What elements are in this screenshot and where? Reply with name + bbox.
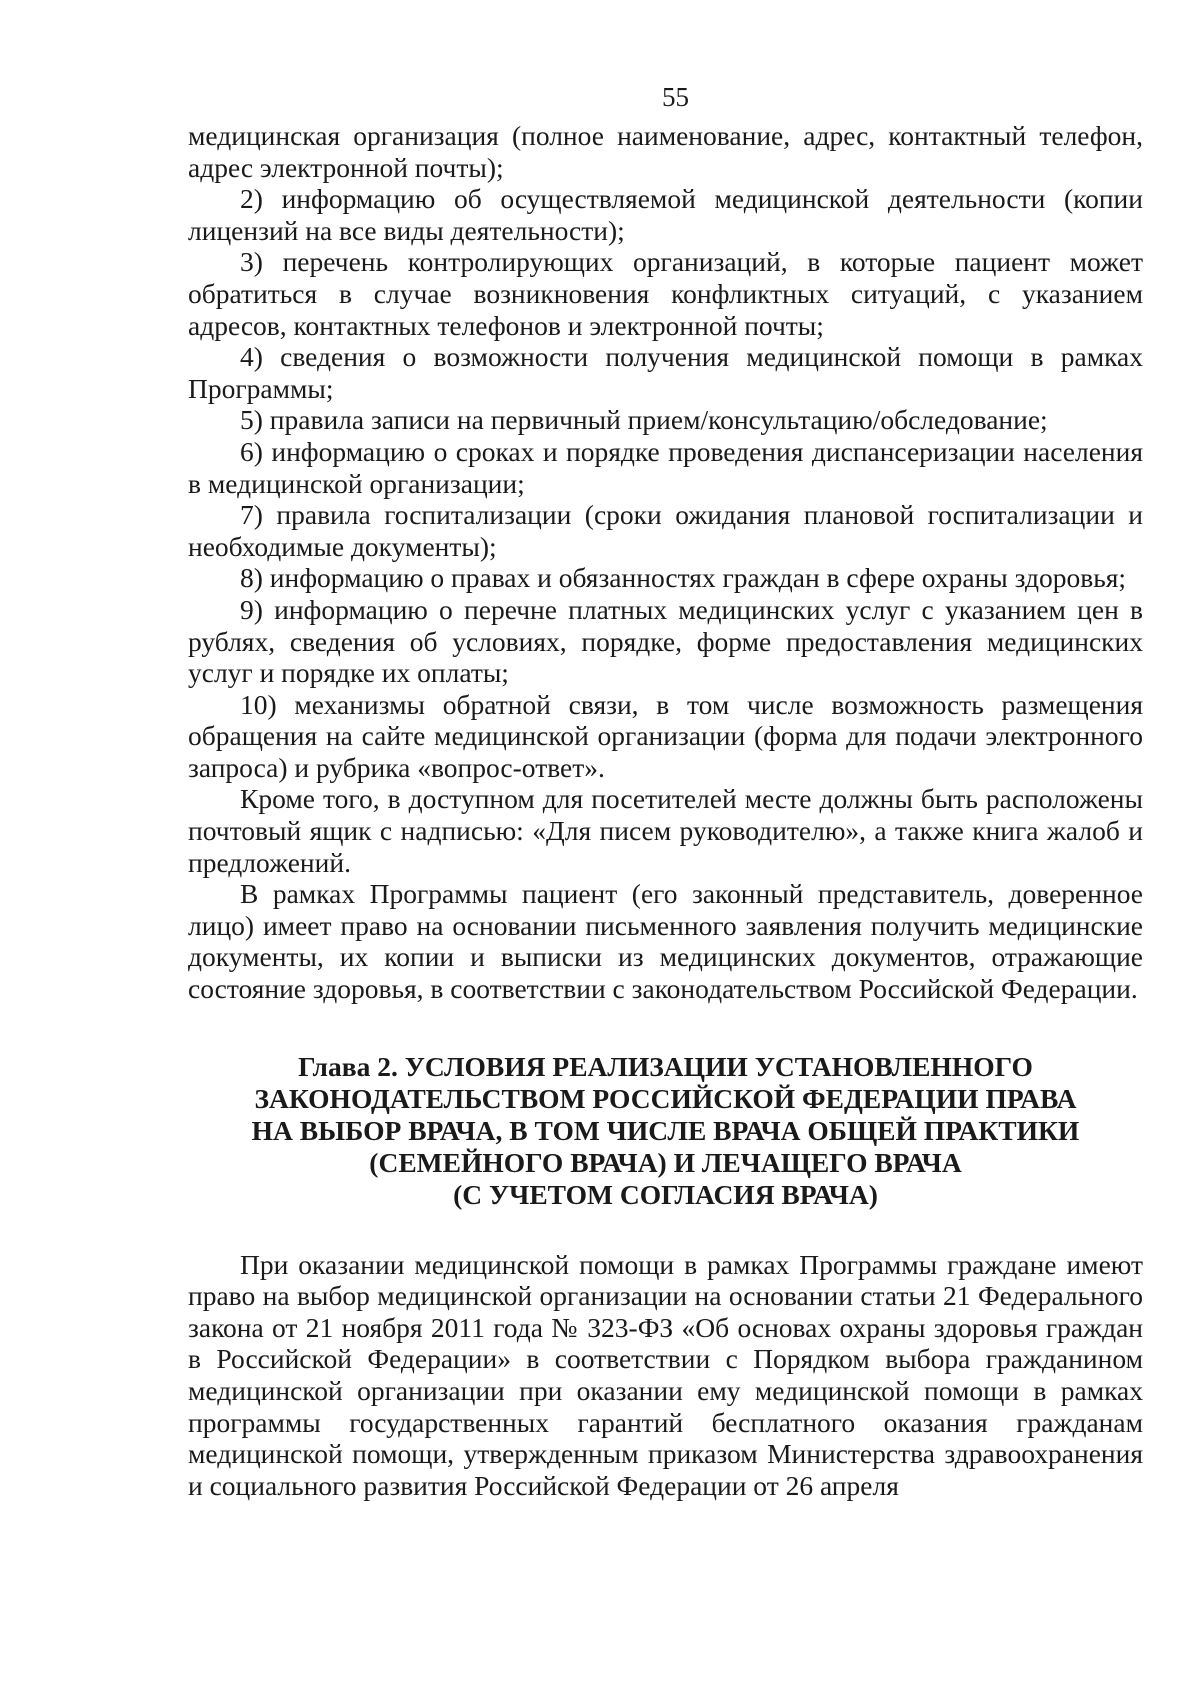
chapter-title-line: (СЕМЕЙНОГО ВРАЧА) И ЛЕЧАЩЕГО ВРАЧА — [369, 1146, 962, 1178]
list-item-6: 6) информацию о сроках и порядке проведения диспансеризации населения в медицинской организации; — [188, 435, 1143, 499]
page-number: 55 — [662, 82, 689, 112]
list-item-10: 10) механизмы обратной связи, в том числе возможность размещения обращения на сайте медицинской организации (форма для подачи электронного запроса) и рубрика «вопрос-ответ». — [188, 688, 1143, 783]
list-item-7: 7) правила госпитализации (сроки ожидания плановой госпитализации и необходимые документы); — [188, 499, 1143, 562]
list-item-8: 8) информацию о правах и обязанностях граждан в сфере охраны здоровья; — [240, 562, 1127, 594]
list-item-5: 5) правила записи на первичный прием/консультацию/обследование; — [240, 404, 1048, 436]
document-page — [188, 80, 1143, 1501]
chapter-title — [188, 1051, 1143, 1211]
paragraph-mailbox: Кроме того, в доступном для посетителей месте должны быть расположены почтовый ящик с надписью: «Для писем руководителю», а также книга жалоб и предложений. — [188, 783, 1143, 878]
list-item-1-continuation: медицинская организация (полное наименование, адрес, контактный телефон, адрес электронной почты); — [188, 120, 1143, 183]
chapter-body-paragraph: При оказании медицинской помощи в рамках Программы граждане имеют право на выбор медицинской организации на основании статьи 21 Федерального закона от 21 ноября 2011 года № 323-ФЗ «Об основах охраны здоровья граждан в Российской Федерации» в соответствии с Порядком выбора гражданином медицинской организации при оказании ему медицинской помощи в рамках программы государственных гарантий бесплатного оказания гражданам медицинской помощи, утвержденным приказом Министерства здравоохранения и социального развития Российской Федерации от 26 апреля — [188, 1248, 1143, 1501]
list-item-3: 3) перечень контролирующих организаций, в которые пациент может обратиться в случае возникновения конфликтных ситуаций, с указанием адресов, контактных телефонов и электронной почты; — [188, 246, 1143, 341]
paragraph-documents: В рамках Программы пациент (его законный представитель, доверенное лицо) имеет право на основании письменного заявления получить медицинские документы, их копии и выписки из медицинских документов, отражающие состояние здоровья, в соответствии с законодательством Российской Федерации. — [188, 878, 1143, 1005]
chapter-title-line: (С УЧЕТОМ СОГЛАСИЯ ВРАЧА) — [453, 1178, 878, 1210]
chapter-title-line: ЗАКОНОДАТЕЛЬСТВОМ РОССИЙСКОЙ ФЕДЕРАЦИИ ПРАВА — [254, 1082, 1077, 1114]
chapter-title-line: НА ВЫБОР ВРАЧА, В ТОМ ЧИСЛЕ ВРАЧА ОБЩЕЙ ПРАКТИКИ — [251, 1114, 1080, 1146]
list-item-2: 2) информацию об осуществляемой медицинской деятельности (копии лицензий на все виды деятельности); — [188, 183, 1143, 246]
list-item-4: 4) сведения о возможности получения медицинской помощи в рамках Программы; — [188, 341, 1143, 404]
chapter-title-line: Глава 2. УСЛОВИЯ РЕАЛИЗАЦИИ УСТАНОВЛЕННОГО — [298, 1050, 1033, 1082]
list-item-9: 9) информацию о перечне платных медицинских услуг с указанием цен в рублях, сведения об условиях, порядке, форме предоставления медицинских услуг и порядке их оплаты; — [188, 593, 1143, 689]
